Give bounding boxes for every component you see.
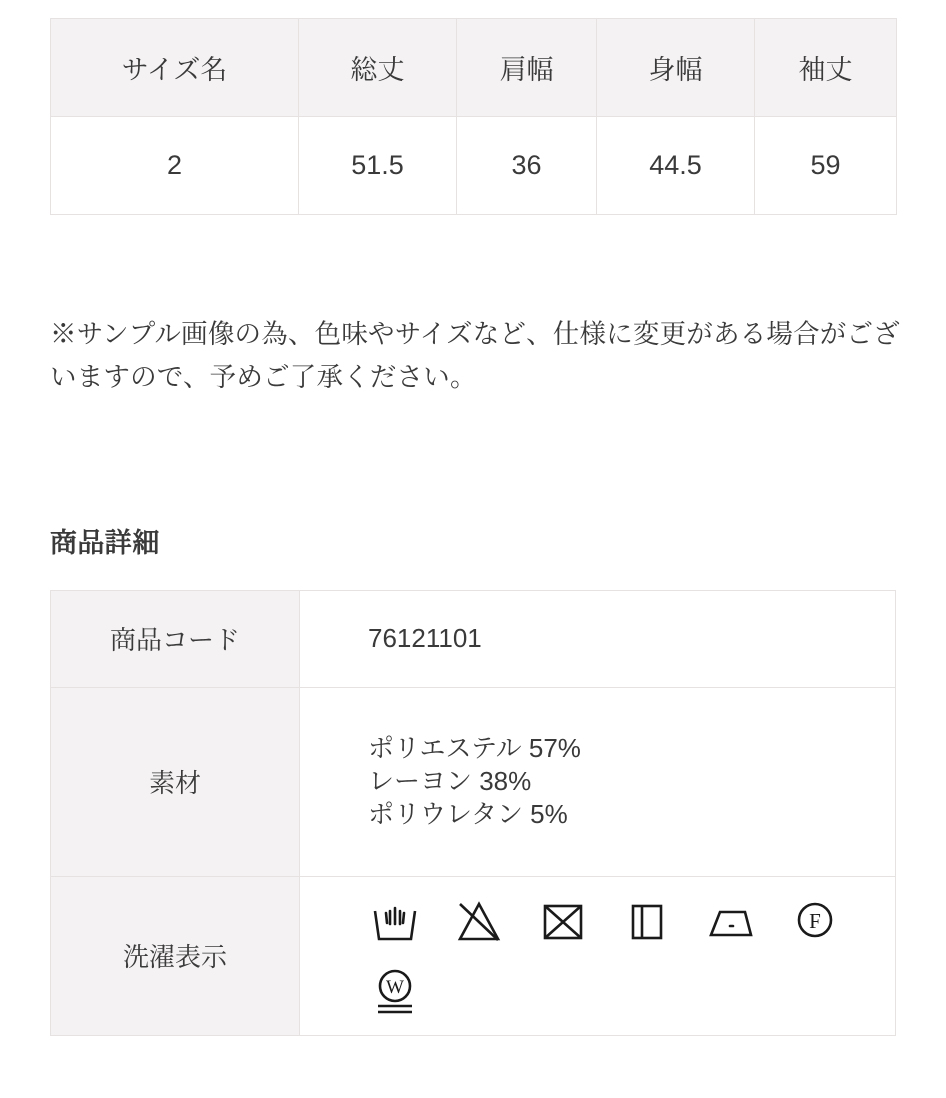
sample-image-note: ※サンプル画像の為、色味やサイズなど、仕様に変更がある場合がございますので、予めご了承ください。 xyxy=(50,319,900,392)
care-symbol-row xyxy=(368,895,895,949)
size-table-body xyxy=(51,117,897,215)
svg-text:F: F xyxy=(809,908,821,933)
table-row xyxy=(51,590,896,687)
size-table xyxy=(50,18,897,215)
size-table-header-cell: 袖丈 xyxy=(755,19,897,117)
iron-low-icon xyxy=(704,895,758,949)
product-detail-body xyxy=(51,590,896,1035)
drip-dry-line-icon xyxy=(620,895,674,949)
detail-row-label: 洗濯表示 xyxy=(51,876,300,1035)
size-table-cell: 44.5 xyxy=(597,117,755,215)
size-table-header-cell: サイズ名 xyxy=(51,19,299,117)
size-table-cell: 2 xyxy=(51,117,299,215)
material-line: ポリウレタン 5% xyxy=(368,799,568,830)
material-line: ポリエステル 57% xyxy=(368,732,581,763)
care-symbol-row xyxy=(368,963,895,1017)
size-table-cell: 51.5 xyxy=(299,117,457,215)
material-line-list xyxy=(368,732,895,832)
table-header-row xyxy=(51,19,897,117)
product-code-value: 76121101 xyxy=(300,590,896,687)
size-table-header-cell: 総丈 xyxy=(299,19,457,117)
care-symbols-value xyxy=(300,876,896,1035)
wet-clean-w-icon xyxy=(368,963,422,1017)
page-title: 商品詳細 xyxy=(50,527,160,558)
table-row xyxy=(51,117,897,215)
size-table-head xyxy=(51,19,897,117)
svg-text:W: W xyxy=(386,976,404,998)
size-table-cell: 59 xyxy=(755,117,897,215)
material-value xyxy=(300,687,896,876)
product-detail-page xyxy=(0,18,946,1098)
size-table-header-cell: 肩幅 xyxy=(457,19,597,117)
no-tumble-dry-icon xyxy=(536,895,590,949)
material-line: レーヨン 38% xyxy=(368,766,532,797)
table-row xyxy=(51,687,896,876)
dryclean-f-icon xyxy=(788,895,842,949)
product-detail-table xyxy=(50,590,896,1036)
no-bleach-icon xyxy=(452,895,506,949)
table-row xyxy=(51,876,896,1035)
detail-row-label: 素材 xyxy=(51,687,300,876)
size-table-cell: 36 xyxy=(457,117,597,215)
size-table-header-cell: 身幅 xyxy=(597,19,755,117)
hand-wash-icon xyxy=(368,895,422,949)
detail-row-label: 商品コード xyxy=(51,590,300,687)
